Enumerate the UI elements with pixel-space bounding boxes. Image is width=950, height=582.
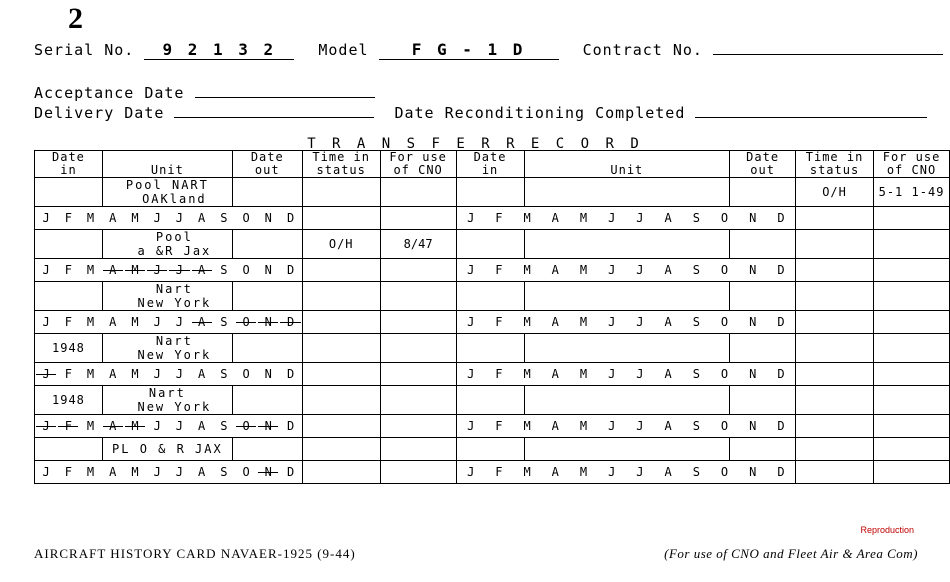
month-cell: A bbox=[664, 465, 672, 479]
month-cell: F bbox=[495, 263, 503, 277]
month-cell: J bbox=[467, 419, 475, 433]
month-cell: J bbox=[636, 465, 644, 479]
month-cell: A bbox=[109, 211, 117, 225]
month-cell: S bbox=[692, 211, 700, 225]
month-cell: J bbox=[175, 419, 184, 433]
spacer bbox=[380, 461, 456, 484]
acceptance-date-value[interactable] bbox=[195, 97, 375, 98]
col-for-use-left: For use of CNO bbox=[380, 151, 456, 178]
month-cell: J bbox=[175, 211, 184, 225]
month-cell: J bbox=[42, 465, 50, 479]
month-cell: F bbox=[57, 415, 79, 437]
month-cell: O bbox=[720, 211, 729, 225]
month-cell: J bbox=[175, 465, 184, 479]
month-cell: S bbox=[692, 419, 700, 433]
month-cell: F bbox=[495, 465, 503, 479]
spacer bbox=[380, 259, 456, 282]
month-cell: N bbox=[264, 367, 272, 381]
spacer bbox=[874, 259, 950, 282]
month-cell: D bbox=[286, 367, 295, 381]
month-cell: O bbox=[720, 419, 729, 433]
month-cell: S bbox=[692, 315, 700, 329]
date-in-r2[interactable] bbox=[456, 230, 524, 259]
months-left-5[interactable] bbox=[35, 415, 303, 438]
month-cell: D bbox=[279, 311, 301, 333]
spacer bbox=[874, 207, 950, 230]
table-header-row bbox=[35, 151, 950, 178]
unit-4[interactable]: Nart New York bbox=[102, 334, 232, 363]
date-out-r5[interactable] bbox=[730, 386, 796, 415]
spacer bbox=[796, 207, 874, 230]
date-out-5[interactable] bbox=[232, 386, 302, 415]
table-row bbox=[35, 386, 950, 415]
month-cell: A bbox=[109, 465, 117, 479]
reconditioning-label: Date Reconditioning Completed bbox=[394, 104, 686, 122]
month-cell: J bbox=[467, 465, 475, 479]
reproduction-watermark: Reproduction bbox=[860, 525, 914, 535]
for-use-r4[interactable] bbox=[874, 334, 950, 363]
date-out-1[interactable] bbox=[232, 178, 302, 207]
month-cell: F bbox=[64, 211, 72, 225]
month-cell: F bbox=[64, 367, 72, 381]
time-in-status-r5[interactable] bbox=[796, 386, 874, 415]
month-cell: J bbox=[35, 363, 57, 385]
month-cell: F bbox=[495, 211, 503, 225]
month-cell: O bbox=[720, 315, 729, 329]
month-row-2 bbox=[35, 259, 950, 282]
month-cell: D bbox=[286, 263, 295, 277]
month-cell: J bbox=[153, 419, 161, 433]
month-cell: O bbox=[242, 465, 250, 479]
month-cell: J bbox=[153, 211, 161, 225]
spacer bbox=[302, 207, 380, 230]
month-cell: S bbox=[220, 419, 228, 433]
unit-r5[interactable] bbox=[524, 386, 730, 415]
month-cell: J bbox=[153, 315, 161, 329]
contract-label: Contract No. bbox=[582, 41, 703, 59]
spacer bbox=[796, 415, 874, 438]
months-left-1[interactable] bbox=[35, 207, 303, 230]
month-cell: A bbox=[551, 367, 559, 381]
for-use-r1[interactable]: 5-1 1-49 bbox=[874, 178, 950, 207]
for-use-6[interactable] bbox=[380, 438, 456, 461]
month-cell: M bbox=[579, 419, 588, 433]
spacer bbox=[874, 415, 950, 438]
month-cell: M bbox=[86, 465, 95, 479]
card-number: 2 bbox=[68, 2, 83, 35]
date-in-6[interactable] bbox=[35, 438, 103, 461]
month-cell: M bbox=[579, 211, 588, 225]
month-cell: J bbox=[42, 315, 50, 329]
acceptance-date-label: Acceptance Date bbox=[34, 84, 185, 102]
month-cell: S bbox=[220, 211, 228, 225]
month-cell: S bbox=[220, 315, 228, 329]
month-cell: J bbox=[636, 367, 644, 381]
month-cell: M bbox=[131, 211, 139, 225]
month-cell: M bbox=[86, 367, 95, 381]
col-time-in-status-right: Time in status bbox=[796, 151, 874, 178]
unit-1[interactable]: Pool NART OAKland bbox=[102, 178, 232, 207]
months-right-4[interactable] bbox=[456, 363, 796, 386]
time-in-status-3[interactable] bbox=[302, 282, 380, 311]
month-cell: O bbox=[242, 263, 250, 277]
month-cell: N bbox=[257, 415, 279, 437]
month-cell: A bbox=[102, 415, 124, 437]
month-cell: O bbox=[235, 415, 257, 437]
date-in-r3[interactable] bbox=[456, 282, 524, 311]
month-cell: J bbox=[467, 315, 475, 329]
months-left-2[interactable] bbox=[35, 259, 303, 282]
months-right-1[interactable] bbox=[456, 207, 796, 230]
date-in-r4[interactable] bbox=[456, 334, 524, 363]
month-row-5 bbox=[35, 415, 950, 438]
spacer bbox=[874, 461, 950, 484]
month-cell: N bbox=[749, 419, 757, 433]
month-cell: A bbox=[664, 367, 672, 381]
serial-model-contract-row bbox=[34, 40, 943, 60]
month-row-3 bbox=[35, 311, 950, 334]
spacer bbox=[380, 207, 456, 230]
months-left-4[interactable] bbox=[35, 363, 303, 386]
month-cell: J bbox=[608, 367, 616, 381]
col-unit-right: Unit bbox=[524, 151, 730, 178]
month-cell: M bbox=[86, 315, 95, 329]
month-cell: A bbox=[551, 263, 559, 277]
model-label: Model bbox=[318, 41, 369, 59]
spacer bbox=[796, 259, 874, 282]
month-cell: A bbox=[664, 315, 672, 329]
month-row-6 bbox=[35, 461, 950, 484]
time-in-status-4[interactable] bbox=[302, 334, 380, 363]
months-left-3[interactable] bbox=[35, 311, 303, 334]
months-right-3[interactable] bbox=[456, 311, 796, 334]
for-use-3[interactable] bbox=[380, 282, 456, 311]
col-date-out-left: Date out bbox=[232, 151, 302, 178]
month-cell: J bbox=[42, 211, 50, 225]
month-cell: N bbox=[257, 461, 279, 483]
month-cell: M bbox=[523, 211, 531, 225]
month-cell: M bbox=[579, 315, 588, 329]
month-cell: J bbox=[636, 211, 644, 225]
month-cell: A bbox=[198, 211, 206, 225]
month-cell: F bbox=[64, 263, 72, 277]
spacer bbox=[380, 363, 456, 386]
for-use-r3[interactable] bbox=[874, 282, 950, 311]
month-cell: A bbox=[109, 315, 117, 329]
date-in-r1[interactable] bbox=[456, 178, 524, 207]
month-cell: M bbox=[124, 415, 146, 437]
delivery-date-value[interactable] bbox=[174, 117, 374, 118]
month-cell: N bbox=[749, 465, 757, 479]
time-in-status-2[interactable]: O/H bbox=[302, 230, 380, 259]
spacer bbox=[302, 461, 380, 484]
date-out-r6[interactable] bbox=[730, 438, 796, 461]
month-row-1 bbox=[35, 207, 950, 230]
unit-r4[interactable] bbox=[524, 334, 730, 363]
spacer bbox=[796, 311, 874, 334]
month-cell: J bbox=[175, 367, 184, 381]
date-out-r4[interactable] bbox=[730, 334, 796, 363]
month-cell: D bbox=[286, 211, 295, 225]
table-row bbox=[35, 438, 950, 461]
unit-3[interactable]: Nart New York bbox=[102, 282, 232, 311]
month-cell: M bbox=[131, 367, 139, 381]
time-in-status-r6[interactable] bbox=[796, 438, 874, 461]
month-cell: A bbox=[551, 465, 559, 479]
col-unit-left: Unit bbox=[102, 151, 232, 178]
months-right-6[interactable] bbox=[456, 461, 796, 484]
month-row-4 bbox=[35, 363, 950, 386]
month-cell: J bbox=[467, 211, 475, 225]
date-in-5[interactable]: 1948 bbox=[35, 386, 103, 415]
spacer bbox=[874, 363, 950, 386]
date-out-6[interactable] bbox=[232, 438, 302, 461]
date-in-4[interactable]: 1948 bbox=[35, 334, 103, 363]
time-in-status-r2[interactable] bbox=[796, 230, 874, 259]
time-in-status-1[interactable] bbox=[302, 178, 380, 207]
month-cell: N bbox=[749, 315, 757, 329]
month-cell: M bbox=[523, 263, 531, 277]
model-value[interactable]: F G - 1 D bbox=[379, 40, 559, 60]
month-cell: M bbox=[523, 367, 531, 381]
table-row bbox=[35, 334, 950, 363]
spacer bbox=[302, 311, 380, 334]
month-cell: A bbox=[198, 419, 206, 433]
date-out-4[interactable] bbox=[232, 334, 302, 363]
month-cell: J bbox=[608, 263, 616, 277]
spacer bbox=[796, 461, 874, 484]
month-cell: S bbox=[220, 367, 228, 381]
month-cell: J bbox=[153, 367, 161, 381]
month-cell: D bbox=[286, 419, 295, 433]
months-right-5[interactable] bbox=[456, 415, 796, 438]
month-cell: A bbox=[191, 259, 213, 281]
month-cell: S bbox=[692, 465, 700, 479]
date-out-3[interactable] bbox=[232, 282, 302, 311]
month-cell: D bbox=[777, 263, 785, 277]
month-cell: O bbox=[242, 367, 250, 381]
spacer bbox=[380, 311, 456, 334]
month-cell: J bbox=[636, 419, 644, 433]
date-out-r1[interactable] bbox=[730, 178, 796, 207]
time-in-status-6[interactable] bbox=[302, 438, 380, 461]
delivery-date-label: Delivery Date bbox=[34, 104, 165, 122]
month-cell: J bbox=[608, 465, 616, 479]
spacer bbox=[380, 415, 456, 438]
month-cell: S bbox=[692, 263, 700, 277]
time-in-status-r1[interactable]: O/H bbox=[796, 178, 874, 207]
month-cell: O bbox=[242, 211, 250, 225]
unit-r2[interactable] bbox=[524, 230, 730, 259]
table-row bbox=[35, 178, 950, 207]
transfer-record-table bbox=[34, 150, 950, 484]
form-identifier: AIRCRAFT HISTORY CARD NAVAER-1925 (9-44) bbox=[34, 546, 356, 561]
for-use-r6[interactable] bbox=[874, 438, 950, 461]
month-cell: M bbox=[523, 315, 531, 329]
month-cell: F bbox=[64, 315, 72, 329]
spacer bbox=[874, 311, 950, 334]
month-cell: F bbox=[495, 419, 503, 433]
month-cell: F bbox=[64, 465, 72, 479]
month-cell: A bbox=[198, 465, 206, 479]
month-cell: M bbox=[86, 263, 95, 277]
month-cell: S bbox=[220, 263, 228, 277]
month-cell: J bbox=[175, 315, 184, 329]
unit-6[interactable]: PL O & R JAX bbox=[102, 438, 232, 461]
col-date-in-left: Date in bbox=[35, 151, 103, 178]
month-cell: D bbox=[777, 315, 785, 329]
month-cell: M bbox=[86, 419, 95, 433]
month-cell: O bbox=[720, 367, 729, 381]
month-cell: J bbox=[608, 419, 616, 433]
month-cell: N bbox=[749, 263, 757, 277]
table-row bbox=[35, 282, 950, 311]
month-cell: N bbox=[749, 211, 757, 225]
col-time-in-status-left: Time in status bbox=[302, 151, 380, 178]
month-cell: A bbox=[109, 367, 117, 381]
month-cell: J bbox=[168, 259, 190, 281]
month-cell: O bbox=[720, 263, 729, 277]
month-cell: M bbox=[86, 211, 95, 225]
month-cell: N bbox=[264, 211, 272, 225]
month-cell: J bbox=[146, 259, 168, 281]
month-cell: M bbox=[131, 465, 139, 479]
contract-value[interactable] bbox=[713, 54, 943, 55]
month-cell: J bbox=[608, 315, 616, 329]
for-use-r5[interactable] bbox=[874, 386, 950, 415]
delivery-date-row bbox=[34, 104, 927, 122]
month-cell: N bbox=[257, 311, 279, 333]
month-cell: A bbox=[191, 311, 213, 333]
for-use-1[interactable] bbox=[380, 178, 456, 207]
date-out-2[interactable] bbox=[232, 230, 302, 259]
month-cell: M bbox=[131, 315, 139, 329]
time-in-status-5[interactable] bbox=[302, 386, 380, 415]
month-cell: M bbox=[579, 465, 588, 479]
for-use-2[interactable]: 8/47 bbox=[380, 230, 456, 259]
month-cell: J bbox=[636, 315, 644, 329]
month-cell: O bbox=[720, 465, 729, 479]
month-cell: M bbox=[523, 419, 531, 433]
month-cell: D bbox=[777, 367, 785, 381]
month-cell: M bbox=[523, 465, 531, 479]
table-row bbox=[35, 230, 950, 259]
month-cell: A bbox=[664, 263, 672, 277]
spacer bbox=[302, 259, 380, 282]
month-cell: A bbox=[102, 259, 124, 281]
month-cell: J bbox=[636, 263, 644, 277]
month-cell: S bbox=[692, 367, 700, 381]
date-in-2[interactable] bbox=[35, 230, 103, 259]
month-cell: M bbox=[579, 263, 588, 277]
month-cell: F bbox=[495, 315, 503, 329]
month-cell: N bbox=[749, 367, 757, 381]
acceptance-date-row bbox=[34, 84, 375, 102]
for-use-4[interactable] bbox=[380, 334, 456, 363]
unit-5[interactable]: Nart New York bbox=[102, 386, 232, 415]
form-usage-note: (For use of CNO and Fleet Air & Area Com) bbox=[664, 546, 918, 561]
month-cell: A bbox=[551, 211, 559, 225]
spacer bbox=[302, 363, 380, 386]
date-in-r5[interactable] bbox=[456, 386, 524, 415]
unit-r3[interactable] bbox=[524, 282, 730, 311]
month-cell: J bbox=[608, 211, 616, 225]
month-cell: A bbox=[551, 315, 559, 329]
serial-value[interactable]: 9 2 1 3 2 bbox=[144, 40, 294, 60]
serial-label: Serial No. bbox=[34, 41, 135, 59]
month-cell: J bbox=[42, 263, 50, 277]
month-cell: F bbox=[495, 367, 503, 381]
month-cell: N bbox=[264, 263, 272, 277]
month-cell: A bbox=[664, 211, 672, 225]
col-date-out-right: Date out bbox=[730, 151, 796, 178]
date-out-r3[interactable] bbox=[730, 282, 796, 311]
unit-2[interactable]: Pool a &R Jax bbox=[102, 230, 232, 259]
month-cell: D bbox=[777, 211, 785, 225]
month-cell: J bbox=[35, 415, 57, 437]
month-cell: M bbox=[579, 367, 588, 381]
month-cell: J bbox=[467, 367, 475, 381]
reconditioning-value[interactable] bbox=[695, 117, 927, 118]
transfer-record-title: T R A N S F E R R E C O R D bbox=[307, 136, 643, 152]
for-use-5[interactable] bbox=[380, 386, 456, 415]
for-use-r2[interactable] bbox=[874, 230, 950, 259]
month-cell: A bbox=[551, 419, 559, 433]
spacer bbox=[796, 363, 874, 386]
month-cell: A bbox=[664, 419, 672, 433]
month-cell: J bbox=[467, 263, 475, 277]
months-left-6[interactable] bbox=[35, 461, 303, 484]
month-cell: O bbox=[235, 311, 257, 333]
month-cell: D bbox=[286, 465, 295, 479]
month-cell: D bbox=[777, 465, 785, 479]
col-date-in-right: Date in bbox=[456, 151, 524, 178]
time-in-status-r3[interactable] bbox=[796, 282, 874, 311]
col-for-use-right: For use of CNO bbox=[874, 151, 950, 178]
month-cell: J bbox=[153, 465, 161, 479]
date-in-1[interactable] bbox=[35, 178, 103, 207]
date-in-r6[interactable] bbox=[456, 438, 524, 461]
unit-r6[interactable] bbox=[524, 438, 730, 461]
month-cell: A bbox=[198, 367, 206, 381]
months-right-2[interactable] bbox=[456, 259, 796, 282]
date-in-3[interactable] bbox=[35, 282, 103, 311]
month-cell: S bbox=[220, 465, 228, 479]
date-out-r2[interactable] bbox=[730, 230, 796, 259]
month-cell: M bbox=[124, 259, 146, 281]
unit-r1[interactable] bbox=[524, 178, 730, 207]
month-cell: D bbox=[777, 419, 785, 433]
time-in-status-r4[interactable] bbox=[796, 334, 874, 363]
spacer bbox=[302, 415, 380, 438]
